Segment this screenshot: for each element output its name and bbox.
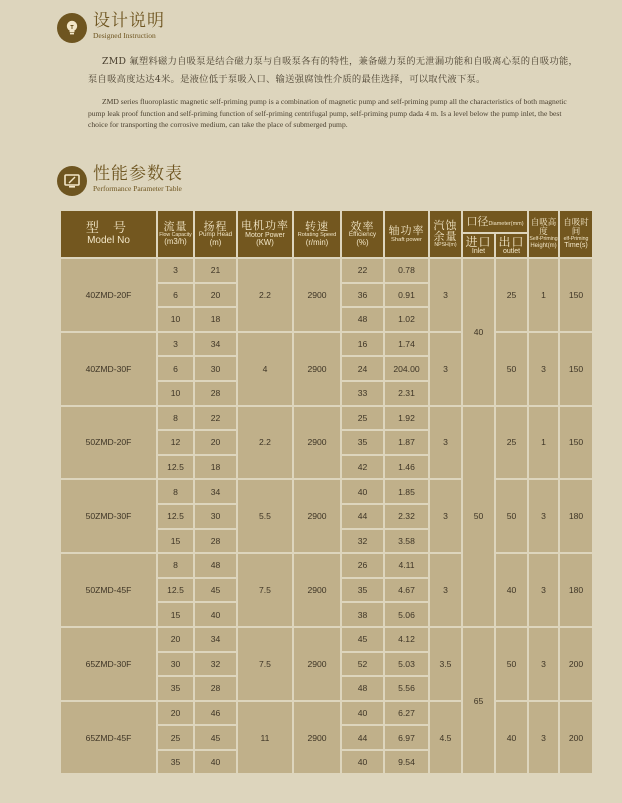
cell-efficiency: 40 <box>342 480 383 503</box>
header-speed-en: Rotating Speed <box>297 231 337 238</box>
cell-outlet: 25 <box>496 259 527 331</box>
cell-flow: 10 <box>158 382 193 405</box>
cell-head: 20 <box>195 284 236 307</box>
cell-outlet: 50 <box>496 333 527 405</box>
cell-self-height: 3 <box>529 554 558 626</box>
cell-flow: 20 <box>158 702 193 725</box>
cell-flow: 35 <box>158 751 193 774</box>
cell-motor: 5.5 <box>238 480 292 552</box>
cell-motor: 4 <box>238 333 292 405</box>
cell-flow: 3 <box>158 259 193 282</box>
cell-npsh: 3 <box>430 554 461 626</box>
cell-efficiency: 44 <box>342 505 383 528</box>
performance-section-title: 性能参数表 <box>93 164 183 184</box>
cell-motor: 2.2 <box>238 259 292 331</box>
header-self-time-unit: Time(s) <box>564 241 588 249</box>
cell-npsh: 3 <box>430 259 461 331</box>
cell-head: 34 <box>195 333 236 356</box>
cell-shaft: 6.97 <box>385 726 428 749</box>
cell-shaft: 5.03 <box>385 653 428 676</box>
cell-efficiency: 33 <box>342 382 383 405</box>
cell-flow: 8 <box>158 407 193 430</box>
cell-shaft: 1.74 <box>385 333 428 356</box>
header-inlet-en: Inlet <box>471 248 486 256</box>
cell-self-time: 150 <box>560 407 592 479</box>
header-speed <box>294 211 340 257</box>
header-flow <box>158 211 193 257</box>
header-inlet-cn: 进口 <box>465 234 492 249</box>
cell-model: 40ZMD-30F <box>61 333 156 405</box>
header-efficiency-unit: (%) <box>356 238 369 248</box>
cell-inlet: 40 <box>463 259 494 405</box>
cell-shaft: 5.06 <box>385 603 428 626</box>
cell-flow: 30 <box>158 653 193 676</box>
header-speed-unit: (r/min) <box>305 237 329 247</box>
cell-speed: 2900 <box>294 554 340 626</box>
cell-shaft: 6.27 <box>385 702 428 725</box>
cell-npsh: 3 <box>430 407 461 479</box>
cell-npsh: 3.5 <box>430 628 461 700</box>
cell-model: 50ZMD-20F <box>61 407 156 479</box>
header-self-time-en: elf-Priming <box>563 235 589 242</box>
design-section-header <box>57 10 165 43</box>
cell-efficiency: 42 <box>342 456 383 479</box>
header-speed-cn: 转速 <box>305 220 329 234</box>
cell-head: 18 <box>195 456 236 479</box>
cell-speed: 2900 <box>294 333 340 405</box>
header-efficiency-en: Efficiency <box>348 231 377 239</box>
header-npsh-en: NPSH(m) <box>434 241 457 248</box>
cell-flow: 12.5 <box>158 456 193 479</box>
header-head-unit: (m) <box>209 237 222 247</box>
cell-shaft: 0.91 <box>385 284 428 307</box>
cell-efficiency: 26 <box>342 554 383 577</box>
cell-efficiency: 48 <box>342 308 383 331</box>
cell-efficiency: 24 <box>342 357 383 380</box>
cell-motor: 2.2 <box>238 407 292 479</box>
cell-flow: 10 <box>158 308 193 331</box>
cell-head: 28 <box>195 530 236 553</box>
header-diameter <box>463 211 527 232</box>
cell-shaft: 2.31 <box>385 382 428 405</box>
cell-head: 22 <box>195 407 236 430</box>
cell-self-height: 3 <box>529 480 558 552</box>
table-row <box>61 407 592 430</box>
cell-head: 45 <box>195 726 236 749</box>
cell-flow: 3 <box>158 333 193 356</box>
cell-speed: 2900 <box>294 628 340 700</box>
performance-table <box>59 209 594 775</box>
cell-flow: 6 <box>158 284 193 307</box>
table-row <box>61 702 592 725</box>
performance-section-header <box>57 163 183 196</box>
cell-shaft: 204.00 <box>385 357 428 380</box>
cell-speed: 2900 <box>294 259 340 331</box>
cell-shaft: 9.54 <box>385 751 428 774</box>
header-outlet <box>496 234 527 257</box>
table-row <box>61 480 592 503</box>
cell-efficiency: 45 <box>342 628 383 651</box>
header-outlet-en: outlet <box>502 248 521 256</box>
cell-head: 30 <box>195 505 236 528</box>
header-motor-cn: 电机功率 <box>241 219 289 233</box>
cell-self-height: 3 <box>529 333 558 405</box>
header-motor-unit: (KW) <box>256 238 274 248</box>
cell-inlet: 50 <box>463 407 494 626</box>
header-self-height-cn: 自吸高度 <box>530 218 557 238</box>
cell-shaft: 5.56 <box>385 677 428 700</box>
cell-head: 18 <box>195 308 236 331</box>
header-flow-cn: 流量 <box>163 220 188 234</box>
cell-efficiency: 48 <box>342 677 383 700</box>
cell-head: 48 <box>195 554 236 577</box>
cell-efficiency: 25 <box>342 407 383 430</box>
table-row <box>61 628 592 651</box>
cell-head: 28 <box>195 677 236 700</box>
cell-flow: 20 <box>158 628 193 651</box>
cell-shaft: 1.46 <box>385 456 428 479</box>
cell-npsh: 4.5 <box>430 702 461 774</box>
cell-head: 46 <box>195 702 236 725</box>
cell-shaft: 1.92 <box>385 407 428 430</box>
table-row <box>61 554 592 577</box>
header-flow-unit: (m3/h) <box>164 237 187 247</box>
header-motor <box>238 211 292 257</box>
cell-shaft: 2.32 <box>385 505 428 528</box>
header-efficiency-cn: 效率 <box>350 219 375 233</box>
header-head-cn: 扬程 <box>203 219 228 233</box>
cell-speed: 2900 <box>294 702 340 774</box>
cell-head: 40 <box>195 751 236 774</box>
cell-efficiency: 38 <box>342 603 383 626</box>
cell-shaft: 0.78 <box>385 259 428 282</box>
cell-efficiency: 35 <box>342 579 383 602</box>
cell-shaft: 3.58 <box>385 530 428 553</box>
header-model-cn: 型 号 <box>85 220 132 236</box>
cell-shaft: 1.87 <box>385 431 428 454</box>
cell-head: 34 <box>195 628 236 651</box>
cell-model: 65ZMD-30F <box>61 628 156 700</box>
cell-model: 65ZMD-45F <box>61 702 156 774</box>
cell-motor: 11 <box>238 702 292 774</box>
cell-self-time: 200 <box>560 702 592 774</box>
design-section-subtitle: Designed Instruction <box>93 31 156 40</box>
header-self-time-cn: 自吸时间 <box>563 217 589 237</box>
cell-flow: 25 <box>158 726 193 749</box>
cell-npsh: 3 <box>430 333 461 405</box>
cell-efficiency: 44 <box>342 726 383 749</box>
cell-shaft: 4.11 <box>385 554 428 577</box>
performance-section-subtitle: Performance Parameter Table <box>93 184 182 193</box>
cell-self-time: 150 <box>560 259 592 331</box>
cell-outlet: 40 <box>496 554 527 626</box>
cell-head: 40 <box>195 603 236 626</box>
cell-head: 34 <box>195 480 236 503</box>
cell-outlet: 50 <box>496 628 527 700</box>
header-inlet <box>463 234 494 257</box>
cell-efficiency: 16 <box>342 333 383 356</box>
cell-outlet: 40 <box>496 702 527 774</box>
cell-head: 30 <box>195 357 236 380</box>
cell-model: 40ZMD-20F <box>61 259 156 331</box>
header-shaft <box>385 211 428 257</box>
cell-flow: 8 <box>158 480 193 503</box>
cell-outlet: 50 <box>496 480 527 552</box>
header-self-time <box>560 211 592 257</box>
header-model <box>61 211 156 257</box>
cell-efficiency: 32 <box>342 530 383 553</box>
cell-npsh: 3 <box>430 480 461 552</box>
design-paragraph-en: ZMD series fluoroplastic magnetic self-priming pump is a combination of magnetic pump and self-priming pump all the characteristics of both magnetic pump leak proof function and self-priming function of self-priming centrifugal pump, self-priming pump dada 4 m. Is a level below the pump inlet, the best choice for transporting the corrosive medium, can take the place of submerged pump. <box>88 97 567 129</box>
cell-self-time: 150 <box>560 333 592 405</box>
cell-flow: 8 <box>158 554 193 577</box>
cell-efficiency: 40 <box>342 751 383 774</box>
header-npsh-cn1: 汽蚀 <box>433 218 458 232</box>
header-head-en: Pump Head <box>198 231 233 239</box>
cell-flow: 35 <box>158 677 193 700</box>
header-self-height <box>529 211 558 257</box>
cell-motor: 7.5 <box>238 554 292 626</box>
cell-head: 21 <box>195 259 236 282</box>
header-shaft-cn: 轴功率 <box>388 224 425 238</box>
cell-self-time: 200 <box>560 628 592 700</box>
cell-self-time: 180 <box>560 554 592 626</box>
cell-self-height: 3 <box>529 628 558 700</box>
header-motor-en: Motor Power <box>245 232 285 240</box>
cell-efficiency: 36 <box>342 284 383 307</box>
cell-shaft: 4.67 <box>385 579 428 602</box>
cell-head: 45 <box>195 579 236 602</box>
cell-flow: 6 <box>158 357 193 380</box>
cell-model: 50ZMD-45F <box>61 554 156 626</box>
cell-flow: 15 <box>158 603 193 626</box>
cell-flow: 12 <box>158 431 193 454</box>
design-paragraph-cn: ZMD 氟塑料磁力自吸泵是结合磁力泵与自吸泵各有的特性，兼备磁力泵的无泄漏功能和自吸离心泵的自吸功能，泵自吸高度达达4米。是液位低于泵吸入口、输送强腐蚀性介质的最佳选择，可以取代液下泵。 <box>88 56 579 85</box>
table-body <box>61 259 592 773</box>
cell-shaft: 4.12 <box>385 628 428 651</box>
design-section-title: 设计说明 <box>93 11 165 31</box>
header-self-height-unit: Height(m) <box>530 242 557 249</box>
cell-self-height: 1 <box>529 407 558 479</box>
cell-flow: 15 <box>158 530 193 553</box>
cell-head: 28 <box>195 382 236 405</box>
cell-flow: 12.5 <box>158 579 193 602</box>
cell-inlet: 65 <box>463 628 494 774</box>
header-npsh <box>430 211 461 257</box>
cell-outlet: 25 <box>496 407 527 479</box>
cell-efficiency: 40 <box>342 702 383 725</box>
header-diameter-en: Diameter(mm) <box>488 220 524 227</box>
cell-efficiency: 52 <box>342 653 383 676</box>
monitor-icon <box>57 166 87 196</box>
cell-head: 20 <box>195 431 236 454</box>
table-row <box>61 333 592 356</box>
cell-shaft: 1.02 <box>385 308 428 331</box>
header-head <box>195 211 236 257</box>
cell-speed: 2900 <box>294 480 340 552</box>
table-row <box>61 259 592 282</box>
lightbulb-icon <box>57 13 87 43</box>
cell-self-height: 3 <box>529 702 558 774</box>
cell-speed: 2900 <box>294 407 340 479</box>
cell-self-time: 180 <box>560 480 592 552</box>
cell-model: 50ZMD-30F <box>61 480 156 552</box>
header-npsh-cn2: 余量 <box>433 230 458 244</box>
header-flow-en: Flow Capacity <box>159 231 192 238</box>
cell-flow: 12.5 <box>158 505 193 528</box>
cell-efficiency: 35 <box>342 431 383 454</box>
header-efficiency <box>342 211 383 257</box>
header-shaft-en: Shaft power <box>391 236 422 243</box>
cell-head: 32 <box>195 653 236 676</box>
cell-efficiency: 22 <box>342 259 383 282</box>
header-outlet-cn: 出口 <box>498 234 525 249</box>
cell-motor: 7.5 <box>238 628 292 700</box>
cell-shaft: 1.85 <box>385 480 428 503</box>
header-diameter-cn: 口径 <box>466 214 489 228</box>
header-model-en: Model No <box>87 234 130 246</box>
cell-self-height: 1 <box>529 259 558 331</box>
header-self-height-en: Self-Priming <box>529 236 558 243</box>
